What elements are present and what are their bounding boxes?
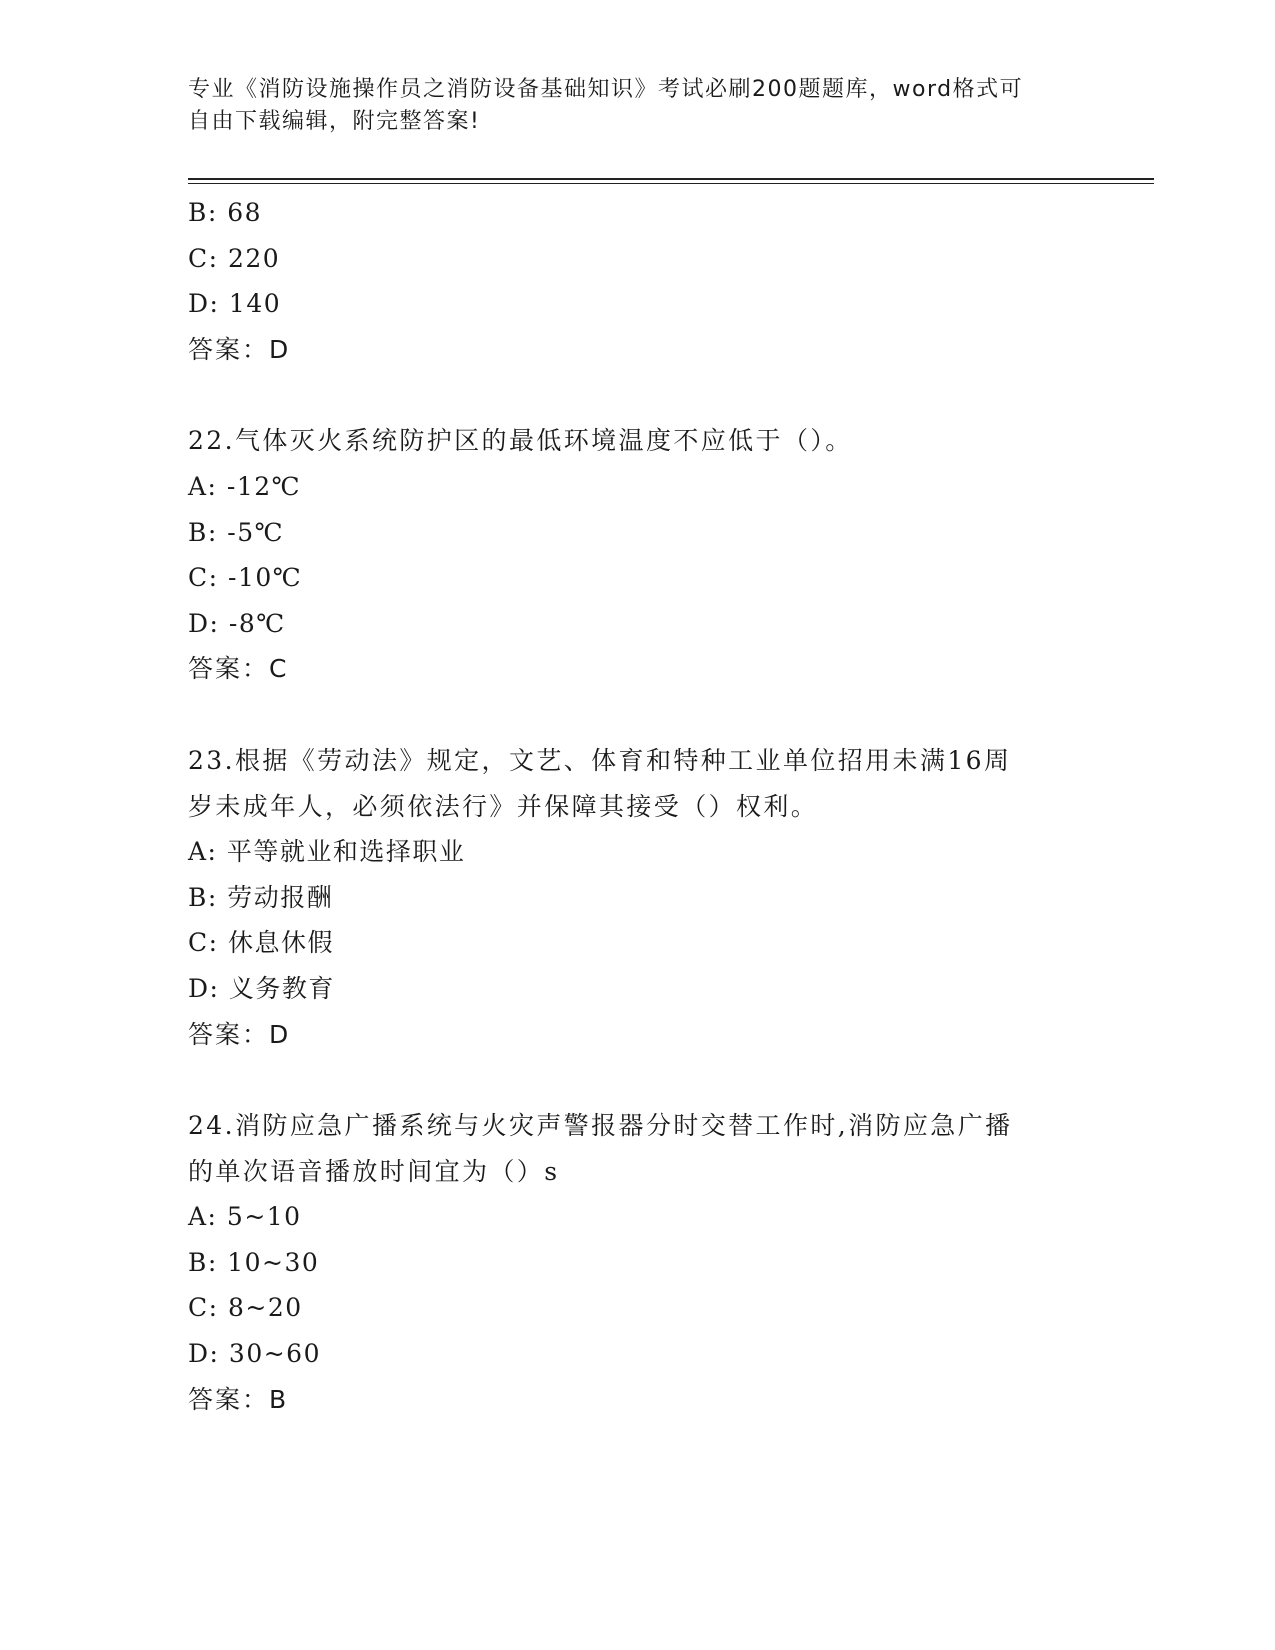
q24-stem-line-1: 24.消防应急广播系统与火灾声警报器分时交替工作时,消防应急广播 — [188, 1111, 1013, 1141]
q24-option-b: B: 10~30 — [188, 1247, 320, 1277]
q22-option-b: B: -5℃ — [188, 517, 285, 547]
q24-option-d: D: 30~60 — [188, 1339, 321, 1369]
spacer — [188, 1057, 1088, 1103]
q24-option-c: C: 8~20 — [188, 1293, 303, 1323]
q21-option-c: C: 220 — [188, 243, 281, 273]
q21-answer: 答案：D — [188, 334, 291, 364]
q23-option-b: B: 劳动报酬 — [188, 882, 334, 912]
question-list — [188, 190, 1088, 1422]
spacer — [188, 372, 1088, 418]
question-22 — [188, 418, 1088, 692]
q24-stem-line-2: 的单次语音播放时间宜为（）s — [188, 1156, 560, 1186]
q22-stem: 22.气体灭火系统防护区的最低环境温度不应低于（）。 — [188, 426, 853, 456]
q23-stem-line-1: 23.根据《劳动法》规定，文艺、体育和特种工业单位招用未满16周 — [188, 745, 1012, 775]
q23-option-d: D: 义务教育 — [188, 973, 335, 1003]
document-header — [188, 74, 1078, 138]
q22-answer: 答案：C — [188, 654, 289, 684]
question-24 — [188, 1103, 1088, 1422]
spacer — [188, 692, 1088, 738]
q23-option-c: C: 休息休假 — [188, 928, 334, 958]
q22-option-a: A: -12℃ — [188, 471, 302, 501]
q24-answer: 答案：B — [188, 1384, 289, 1414]
q23-answer: 答案：D — [188, 1019, 291, 1049]
q23-option-a: A: 平等就业和选择职业 — [188, 837, 466, 867]
q24-option-a: A: 5~10 — [188, 1202, 302, 1232]
q22-option-c: C: -10℃ — [188, 563, 303, 593]
q22-option-d: D: -8℃ — [188, 608, 286, 638]
question-21 — [188, 190, 1088, 372]
header-title-line-1: 专业《消防设施操作员之消防设备基础知识》考试必刷200题题库，word格式可 — [188, 77, 1024, 102]
q23-stem-line-2: 岁未成年人，必须依法行》并保障其接受（）权利。 — [188, 791, 819, 821]
q21-option-d: D: 140 — [188, 289, 282, 319]
question-23 — [188, 738, 1088, 1057]
header-title-line-2: 自由下载编辑，附完整答案! — [188, 109, 481, 134]
header-divider-thin — [188, 183, 1154, 184]
header-divider-thick — [188, 178, 1154, 180]
q21-option-b: B: 68 — [188, 198, 263, 227]
